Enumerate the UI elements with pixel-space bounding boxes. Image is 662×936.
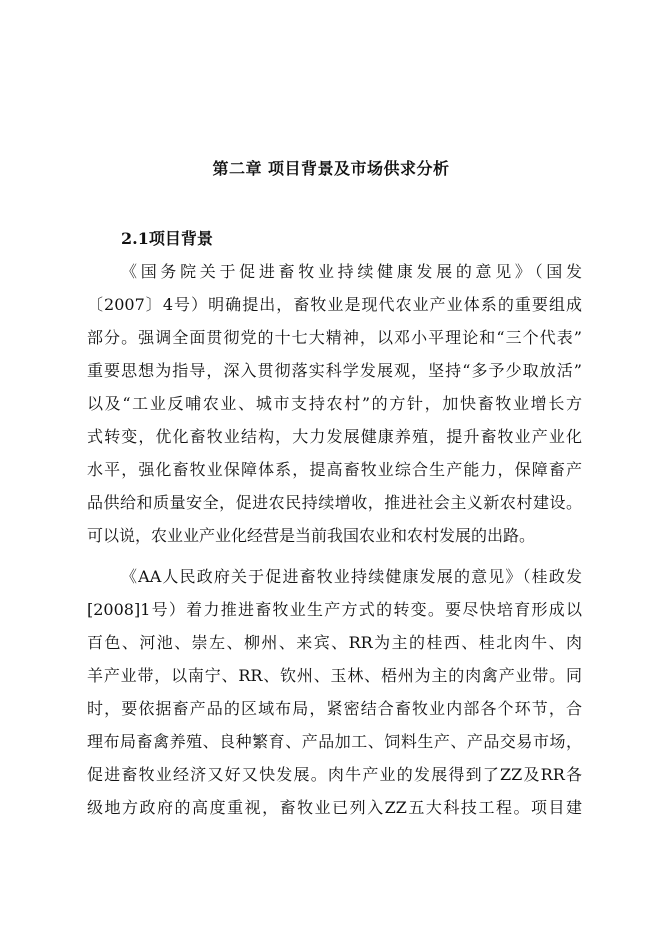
paragraph-line: 时，要依据畜产品的区域布局，紧密结合畜牧业内部各个环节，合 [87,699,582,718]
paragraph-line: 部分。强调全面贯彻党的十七大精神，以邓小平理论和“三个代表” [87,328,582,347]
paragraph-line: 羊产业带，以南宁、RR、钦州、玉林、梧州为主的肉禽产业带。同 [87,666,582,685]
section-title: 2.1项目背景 [121,229,213,248]
paragraph-line: 级地方政府的高度重视，畜牧业已列入ZZ五大科技工程。项目建 [87,798,582,817]
paragraph-line: 促进畜牧业经济又好又快发展。肉牛产业的发展得到了ZZ及RR各 [87,765,582,784]
paragraph-line: 品供给和质量安全，促进农民持续增收，推进社会主义新农村建设。 [87,493,582,512]
paragraph-line: 式转变，优化畜牧业结构，大力发展健康养殖，提升畜牧业产业化 [87,427,582,446]
paragraph-line: 理布局畜禽养殖、良种繁育、产品加工、饲料生产、产品交易市场， [87,732,582,751]
chapter-title: 第二章 项目背景及市场供求分析 [212,159,450,178]
paragraph-line: 水平，强化畜牧业保障体系，提高畜牧业综合生产能力，保障畜产 [87,460,582,479]
paragraph-line: 《国务院关于促进畜牧业持续健康发展的意见》（国发 [121,262,582,281]
paragraph-line: [2008]1号）着力推进畜牧业生产方式的转变。要尽快培育形成以 [87,600,582,619]
paragraph-line: 〔2007〕4号）明确提出，畜牧业是现代农业产业体系的重要组成 [87,295,582,314]
paragraph-line: 以及“工业反哺农业、城市支持农村”的方针，加快畜牧业增长方 [87,394,582,413]
paragraph-line: 《AA人民政府关于促进畜牧业持续健康发展的意见》（桂政发 [121,567,582,586]
paragraph-line: 重要思想为指导，深入贯彻落实科学发展观，坚持“多予少取放活” [87,361,582,380]
paragraph-line: 百色、河池、崇左、柳州、来宾、RR为主的桂西、桂北肉牛、肉 [87,633,582,652]
paragraph-line: 可以说，农业业产业化经营是当前我国农业和农村发展的出路。 [87,526,536,545]
